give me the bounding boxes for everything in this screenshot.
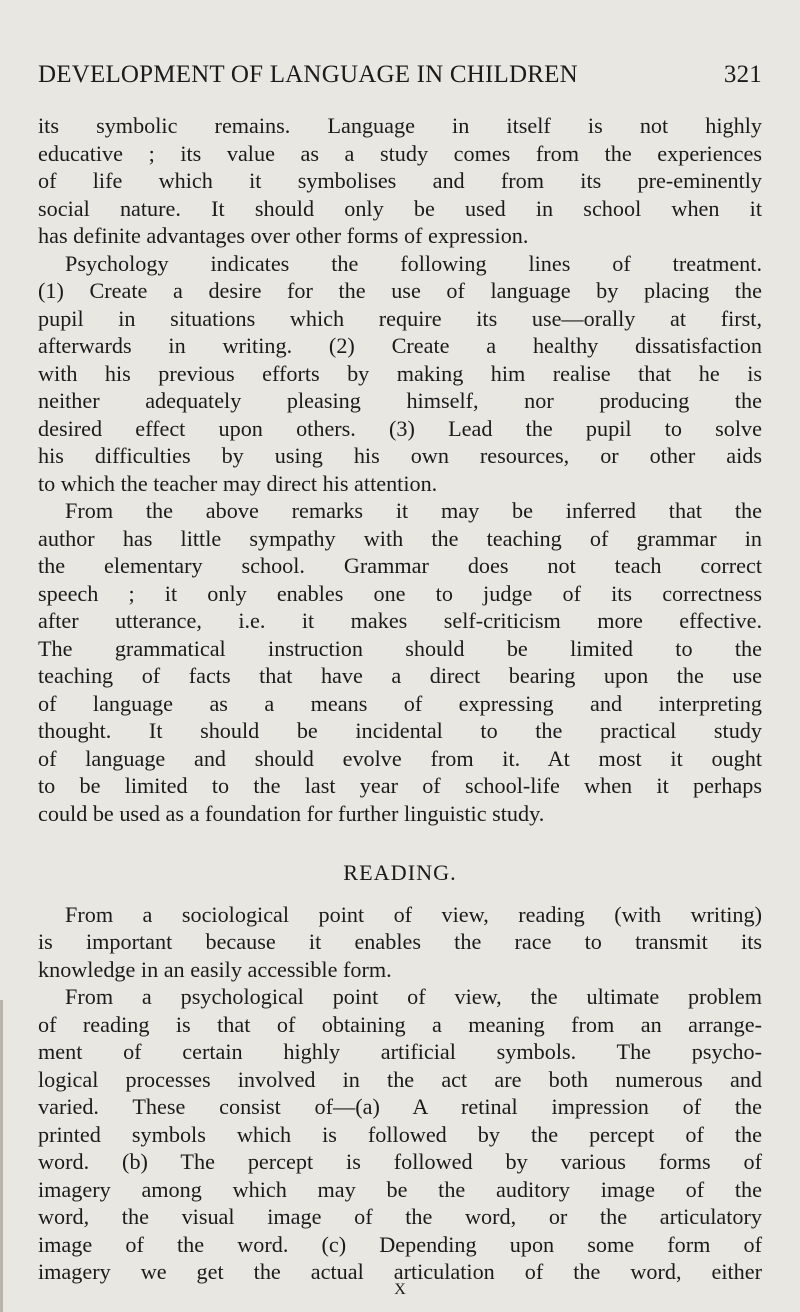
text-line: his difficulties by using his own resources, or other aids — [38, 443, 762, 468]
text-line: of life which it symbolises and from its pre-eminently — [38, 168, 762, 193]
text-line: word, the visual image of the word, or the articulatory — [38, 1204, 762, 1229]
text-line: of reading is that of obtaining a meaning from an arrange- — [38, 1011, 762, 1037]
signature-mark: X — [394, 1281, 406, 1298]
text-line: logical processes involved in the act are both numerous and — [38, 1066, 762, 1092]
running-title: DEVELOPMENT OF LANGUAGE IN CHILDREN — [38, 61, 578, 88]
section-heading: READING. — [343, 860, 457, 885]
text-line: printed symbols which is followed by the percept of the — [38, 1121, 762, 1147]
text-line: could be used as a foundation for further linguistic study. — [38, 800, 545, 826]
text-line: image of the word. (c) Depending upon some form of — [38, 1231, 762, 1257]
text-line: is important because it enables the race to transmit its — [38, 929, 762, 954]
text-line: neither adequately pleasing himself, nor producing the — [38, 388, 762, 413]
text-line: (1) Create a desire for the use of language by placing the — [38, 278, 762, 303]
text-line: From the above remarks it may be inferred that the — [65, 498, 762, 523]
text-line: author has little sympathy with the teaching of grammar in — [38, 525, 762, 551]
body-text — [38, 112, 762, 1286]
text-line: varied. These consist of—(a) A retinal impression of the — [38, 1094, 762, 1119]
text-line: of language as a means of expressing and interpreting — [38, 690, 762, 716]
text-line: From a sociological point of view, reading (with writing) — [65, 901, 762, 927]
text-line: pupil in situations which require its use—orally at first, — [38, 305, 762, 331]
text-line: word. (b) The percept is followed by various forms of — [38, 1149, 762, 1174]
text-line: thought. It should be incidental to the practical study — [38, 718, 762, 743]
text-line: From a psychological point of view, the ultimate problem — [65, 984, 762, 1009]
page-number: 321 — [723, 61, 762, 88]
text-line: has definite advantages over other forms of expression. — [38, 223, 529, 248]
text-line: desired effect upon others. (3) Lead the pupil to solve — [38, 415, 762, 441]
text-line: the elementary school. Grammar does not teach correct — [38, 553, 762, 578]
text-line: The grammatical instruction should be limited to the — [38, 635, 762, 661]
text-line: imagery we get the actual articulation of the word, either — [38, 1259, 762, 1284]
running-head — [38, 58, 762, 92]
text-line: its symbolic remains. Language in itself is not highly — [38, 113, 762, 138]
text-line: with his previous efforts by making him realise that he is — [38, 360, 762, 386]
text-line: after utterance, i.e. it makes self-criticism more effective. — [38, 608, 762, 633]
text-line: of language and should evolve from it. At most it ought — [38, 745, 762, 771]
text-line: ment of certain highly artificial symbols. The psycho- — [38, 1039, 762, 1064]
text-line: knowledge in an easily accessible form. — [38, 956, 392, 982]
text-line: to which the teacher may direct his attention. — [38, 470, 438, 496]
text-line: to be limited to the last year of school-life when it perhaps — [38, 773, 762, 798]
text-line: afterwards in writing. (2) Create a healthy dissatisfaction — [38, 333, 762, 358]
text-line: speech ; it only enables one to judge of its correctness — [38, 580, 762, 606]
text-line: Psychology indicates the following lines of treatment. — [65, 250, 762, 276]
text-line: social nature. It should only be used in school when it — [38, 195, 762, 221]
page-edge-shadow — [0, 1000, 3, 1312]
text-line: imagery among which may be the auditory image of the — [38, 1176, 762, 1202]
text-line: teaching of facts that have a direct bearing upon the use — [38, 663, 762, 688]
text-line: educative ; its value as a study comes from the experiences — [38, 140, 762, 166]
